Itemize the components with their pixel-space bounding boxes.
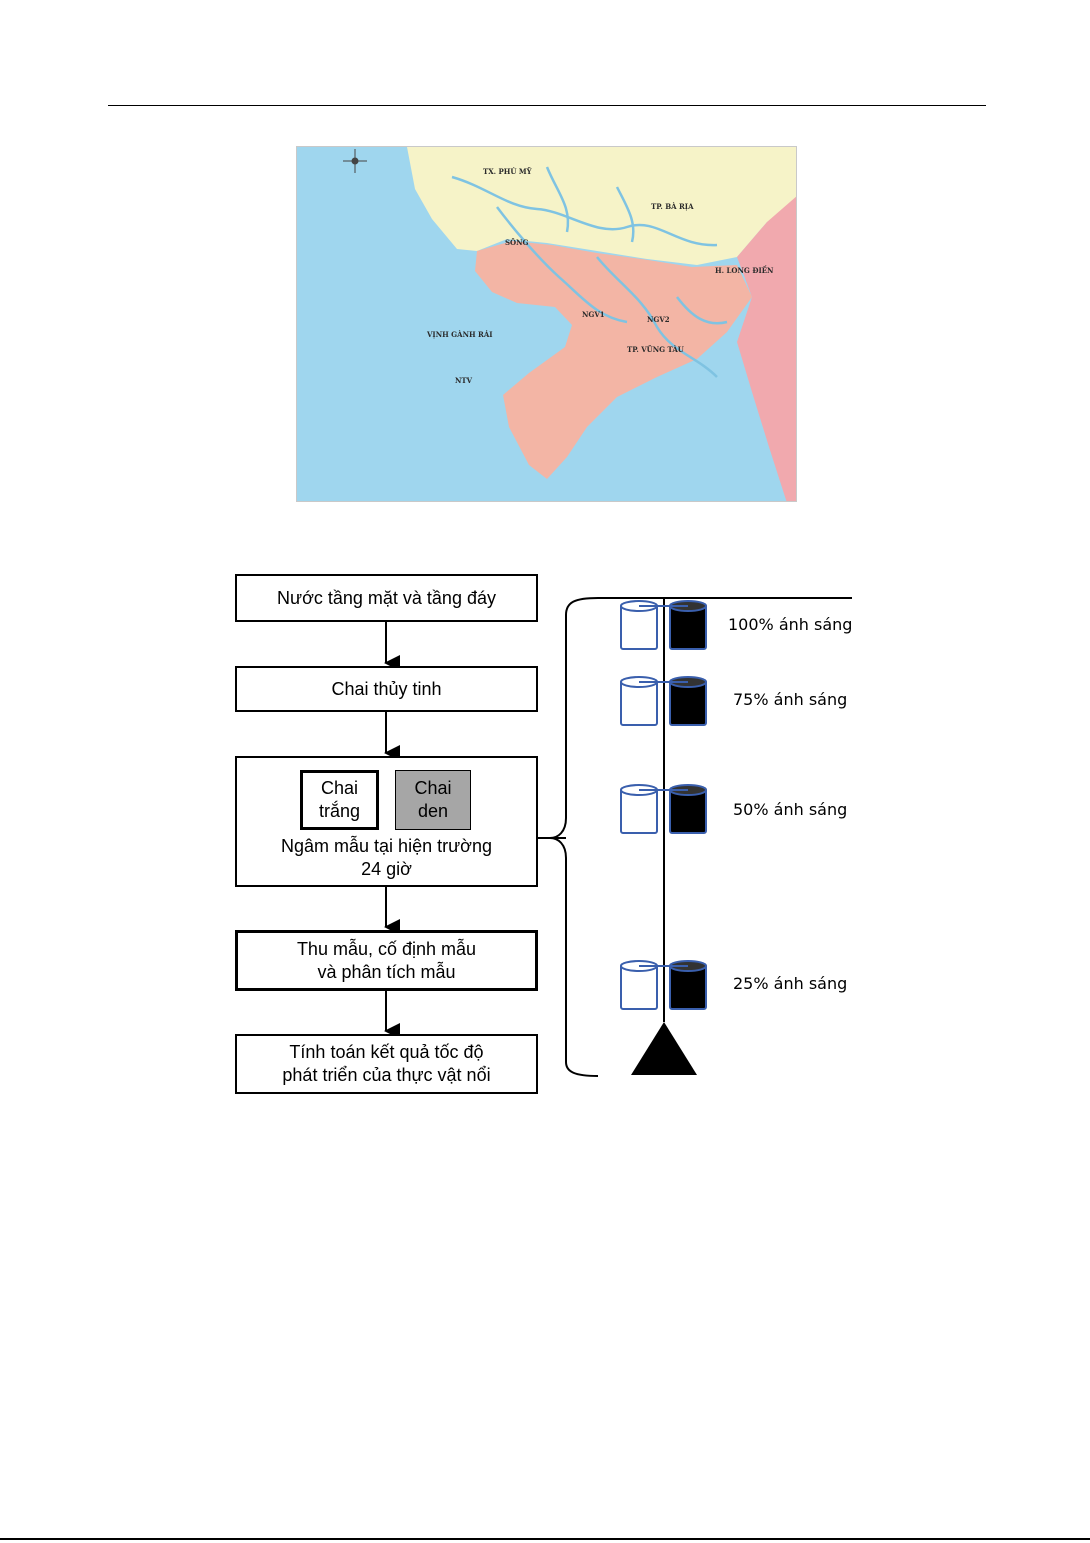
map-label-long-dien: H. LONG ĐIỀN (715, 266, 774, 275)
map-label-phu-my: TX. PHÚ MỸ (483, 167, 532, 176)
white-bottle-box: Chai trắng (300, 770, 379, 830)
light-label-100: 100% ánh sáng (728, 615, 853, 634)
map-land-north (407, 147, 797, 265)
map-label-ba-ria: TP. BÀ RỊA (651, 202, 694, 211)
map-svg (297, 147, 797, 502)
footer-rule (0, 1538, 1090, 1540)
incubation-diagram (0, 560, 1090, 1120)
map-label-song: SÔNG (505, 238, 529, 247)
step-surface-bottom-water: Nước tầng mặt và tầng đáy (235, 574, 538, 622)
light-label-50: 50% ánh sáng (733, 800, 848, 819)
step-collect-analyze: Thu mẫu, cố định mẫu và phân tích mẫu (235, 930, 538, 991)
step-glass-bottle: Chai thủy tinh (235, 666, 538, 712)
light-label-75: 75% ánh sáng (733, 690, 848, 709)
step-calculate-growth: Tính toán kết quả tốc độ phát triển của thực vật nổi (235, 1034, 538, 1094)
header-rule (108, 105, 986, 106)
map-label-ngv1: NGV1 (582, 310, 605, 319)
map-label-vung-tau: TP. VŨNG TÀU (627, 345, 684, 354)
dark-bottle-box: Chai den (395, 770, 471, 830)
curly-brace (550, 598, 598, 1076)
step-field-incubation (235, 756, 538, 887)
diagram-lines (0, 560, 1090, 1120)
light-label-25: 25% ánh sáng (733, 974, 848, 993)
map-label-ntv: NTV (455, 376, 473, 385)
anchor-weight (631, 1022, 697, 1075)
map-label-bay: VỊNH GÀNH RÁI (427, 330, 493, 339)
study-area-map (296, 146, 797, 502)
map-label-ngv2: NGV2 (647, 315, 670, 324)
step-field-incubation-text: Ngâm mẫu tại hiện trường 24 giờ (281, 836, 492, 879)
